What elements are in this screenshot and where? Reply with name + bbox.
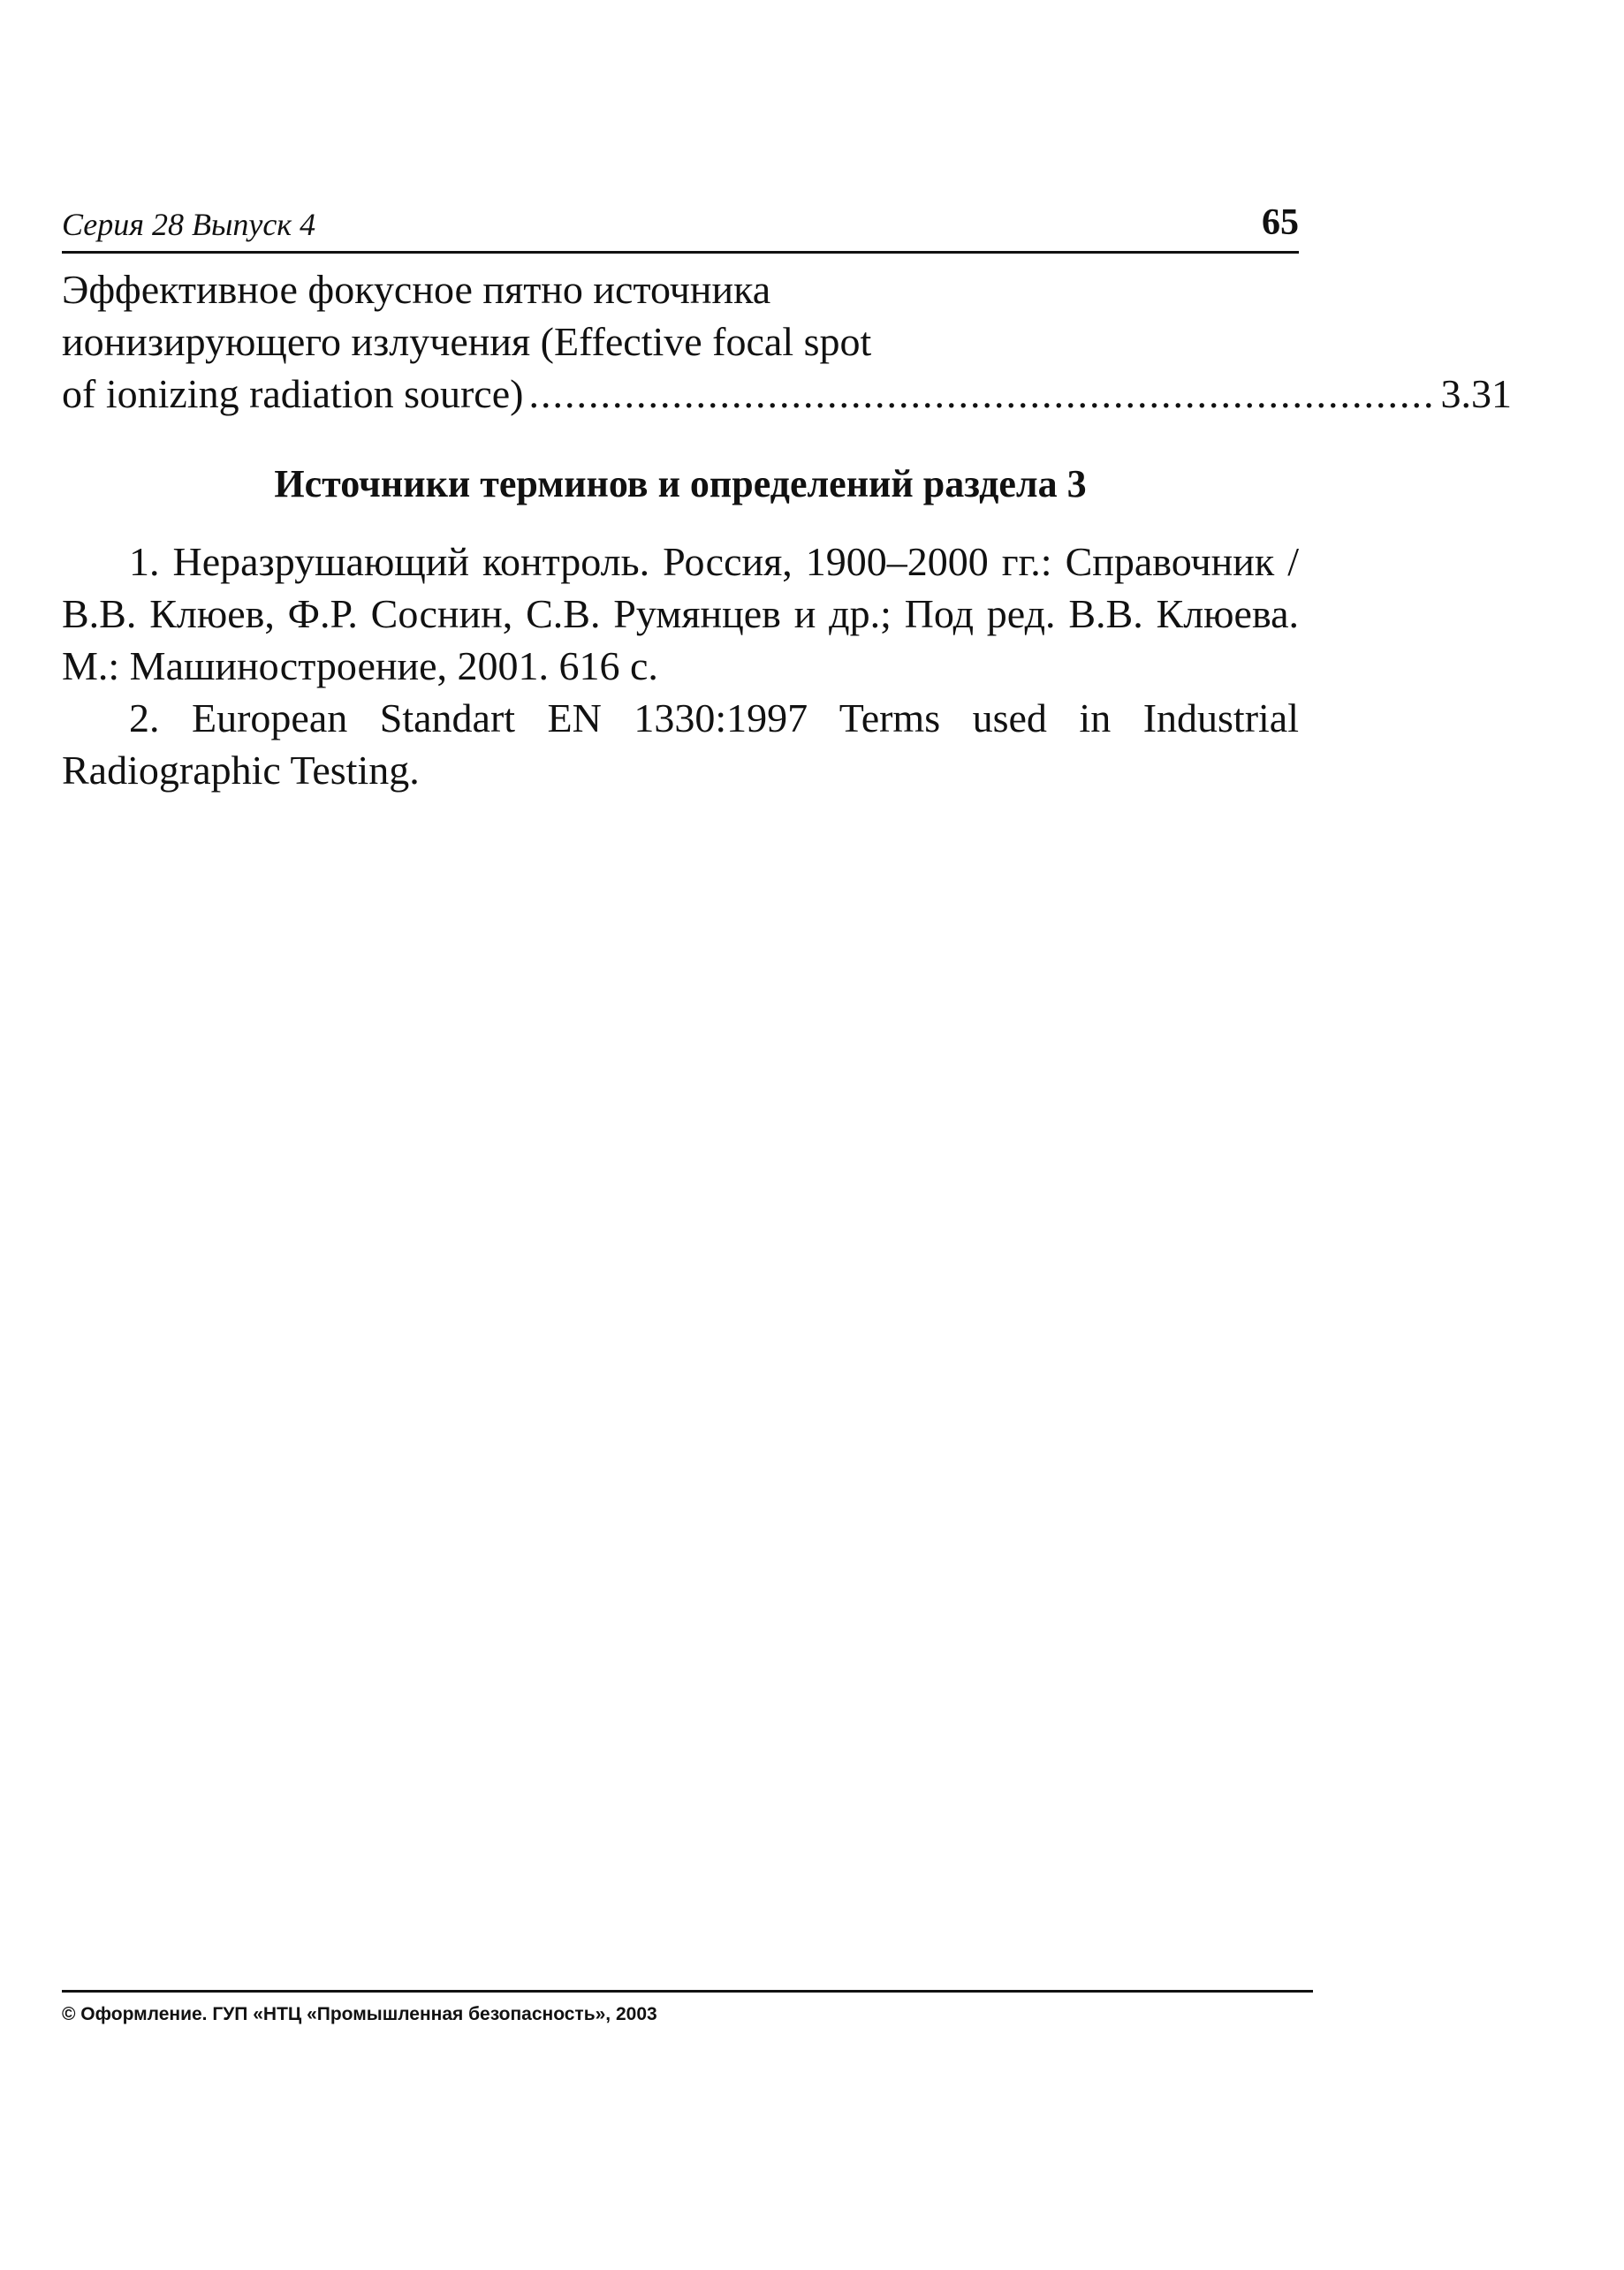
reference-list <box>62 535 1299 796</box>
index-entry-last-line <box>62 368 1512 420</box>
index-entry <box>62 263 1512 420</box>
series-issue-label: Серия 28 Выпуск 4 <box>62 207 316 242</box>
page-number: 65 <box>1262 202 1299 243</box>
copyright-notice: © Оформление. ГУП «НТЦ «Промышленная безопасность», 2003 <box>62 2004 657 2024</box>
section-heading: Источники терминов и определений раздела 3 <box>274 462 1087 505</box>
reference-item: 2. European Standart EN 1330:1997 Terms used in Industrial Radiographic Testing. <box>62 695 1299 793</box>
reference-item: 1. Неразрушающий контроль. Россия, 1900–2000 гг.: Справочник / В.В. Клюев, Ф.Р. Соснин, С.В. Румянцев и др.; Под ред. В.В. Клюева. М.: Машиностроение, 2001. 616 с. <box>62 539 1299 688</box>
index-entry-reference: 3.31 <box>1440 371 1512 416</box>
running-header <box>62 201 1299 251</box>
index-entry-line: of ionizing radiation source) <box>62 371 524 416</box>
dot-leader: ............................................................................ <box>528 371 1436 416</box>
index-entry-line: ионизирующего излучения (Effective focal spot <box>62 319 872 364</box>
header-divider <box>62 251 1299 254</box>
index-entry-line: Эффективное фокусное пятно источника <box>62 267 771 312</box>
footer-divider <box>62 1990 1313 1993</box>
